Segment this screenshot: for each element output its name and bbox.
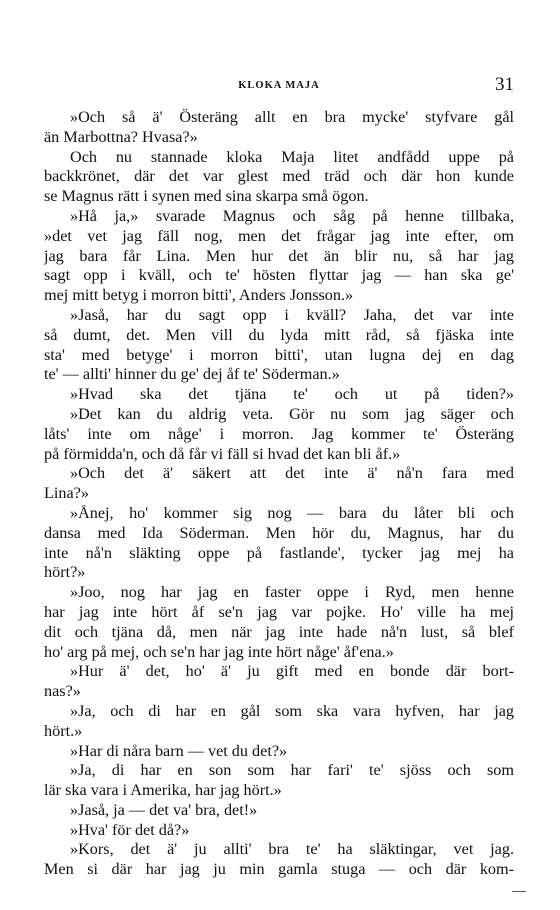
text-line: se Magnus rätt i synen med sina skarpa små ögon. bbox=[44, 187, 369, 206]
text-line: »Det kan du aldrig veta. Gör nu som jag säger och bbox=[70, 404, 514, 423]
running-title: KLOKA MAJA bbox=[238, 80, 320, 91]
text-line: ho' arg på mej, och se'n har jag inte hört någe' åf'ena.» bbox=[44, 642, 394, 661]
text-line: »Ånej, ho' kommer sig nog — bara du låter bli och bbox=[70, 503, 514, 522]
text-line: »Har di nåra barn — vet du det?» bbox=[70, 741, 288, 760]
text-line: dansa med Ida Söderman. Men hör du, Magnus, har du bbox=[44, 523, 514, 542]
text-line: »Hå ja,» svarade Magnus och såg på henne tillbaka, bbox=[70, 206, 514, 225]
text-line: Lina?» bbox=[44, 484, 89, 503]
text-line: har jag inte hört åf se'n jag var pojke. Ho' ville ha mej bbox=[44, 602, 514, 621]
text-line: »Hva' för det då?» bbox=[70, 820, 190, 839]
text-line: »Joo, nog har jag en faster oppe i Ryd, men henne bbox=[70, 583, 514, 602]
text-line: »Ja, och di har en gål som ska vara hyfven, har jag bbox=[70, 701, 514, 720]
text-line: »Jaså, har du sagt opp i kväll? Jaha, det var inte bbox=[70, 305, 514, 324]
text-line: Och nu stannade kloka Maja litet andfådd uppe på bbox=[70, 147, 514, 166]
text-line: te' — allti' hinner du ge' dej åf te' Söderman.» bbox=[44, 365, 340, 384]
text-line: »Kors, det ä' ju allti' bra te' ha släktingar, vet jag. bbox=[70, 840, 514, 859]
text-line: »Jaså, ja — det va' bra, det!» bbox=[70, 800, 258, 819]
text-line: sagt opp i kväll, och te' hösten flyttar jag — han ska ge' bbox=[44, 266, 514, 285]
text-line: backkrönet, där det var glest med träd och där hon kunde bbox=[44, 167, 514, 186]
text-line: mej mitt betyg i morron bitti', Anders Jonsson.» bbox=[44, 286, 354, 305]
text-line: nas?» bbox=[44, 682, 81, 701]
text-line: dit och tjäna då, men när jag inte hade nå'n lust, så blef bbox=[44, 622, 514, 641]
text-line: »Hvad ska det tjäna te' och ut på tiden?» bbox=[70, 385, 514, 404]
text-line: Men si där har jag ju min gamla stuga — och där kom- bbox=[44, 860, 514, 879]
text-line: sta' med betyge' i morron bitti', utan lugna dej en dag bbox=[44, 345, 514, 364]
text-line: »Och det ä' säkert att det inte ä' nå'n fara med bbox=[70, 464, 514, 483]
page-number: 31 bbox=[495, 74, 514, 95]
text-line: på förmidda'n, och då får vi fäll si hvad det kan bli åf.» bbox=[44, 444, 401, 463]
text-line: »Hur ä' det, ho' ä' ju gift med en bonde där bort- bbox=[70, 662, 514, 681]
text-line: lär ska vara i Amerika, har jag hört.» bbox=[44, 781, 282, 800]
body-text bbox=[44, 108, 514, 880]
text-line: »det vet jag fäll nog, men det frågar jag inte efter, om bbox=[44, 226, 514, 245]
text-line: än Marbottna? Hvasa?» bbox=[44, 127, 198, 146]
text-line: låts' inte om någe' i morron. Jag kommer te' Österäng bbox=[44, 424, 514, 443]
text-line: inte nå'n släkting oppe på fastlande', tycker jag mej ha bbox=[44, 543, 514, 562]
text-line: jag bara får Lina. Men hur det än blir nu, så har jag bbox=[44, 246, 514, 265]
text-line: hört?» bbox=[44, 563, 86, 582]
text-line: så dumt, det. Men vill du lyda mitt råd, så fjäska inte bbox=[44, 325, 514, 344]
text-line: »Ja, di har en son som har fari' te' sjöss och som bbox=[70, 761, 514, 780]
text-line: »Och så ä' Österäng allt en bra mycke' styfvare gål bbox=[70, 108, 514, 126]
text-line: hört.» bbox=[44, 721, 83, 740]
running-header bbox=[44, 74, 514, 98]
corner-mark bbox=[512, 891, 526, 892]
